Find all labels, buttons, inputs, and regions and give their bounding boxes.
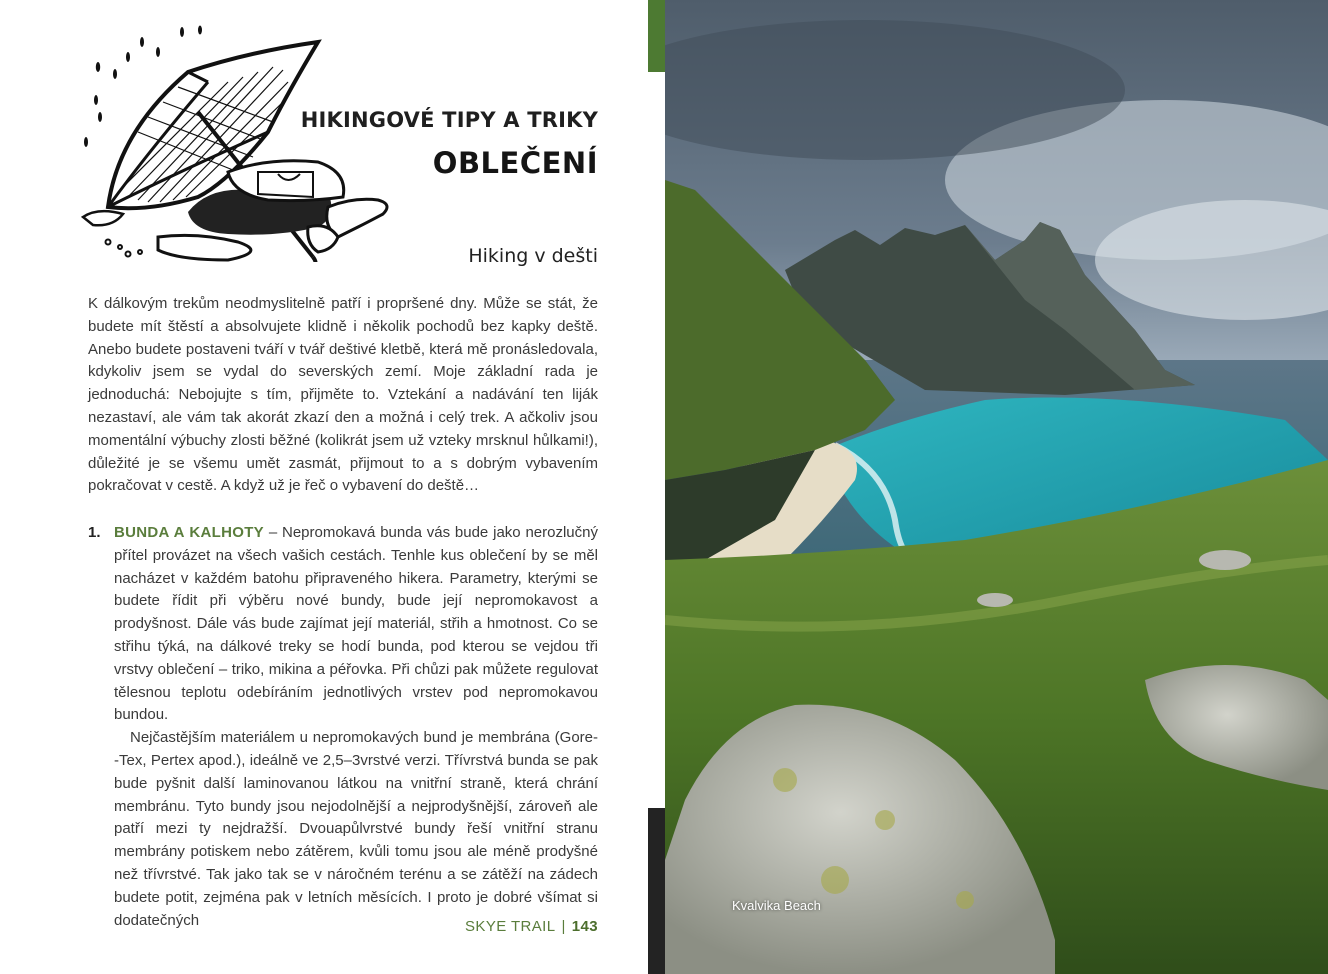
list-item-paragraph <box>114 522 598 727</box>
gutter-green-bar <box>648 0 665 72</box>
list-item <box>88 522 598 932</box>
gutter <box>648 0 665 974</box>
intro-paragraph: K dálkovým trekům neodmyslitelně patří i propršené dny. Může se stát, že budete mít štěstí a absolvujete klidně i několik pochodů bez kapky deště. Anebo budete postaveni tváří v tvář deštivé kletbě, která mě pronásledovala, kdykoliv jsem se vydal do severských zemí. Moje základní rada je jednoduchá: Nebojujte s tím, přijměte to. Vztekání a nadávání ten liják nezastaví, ale vám tak akorát zkazí den a možná i celý trek. A ačkoliv jsou momentální výbuchy zlosti běžné (kolikrát jsem už vzteky mrsknul hůlkami!), důležité je se všemu umět zasmát, přijmout to a s dobrým vybavením pokračovat v cestě. A když už je řeč o vybavení do deště… <box>88 295 598 495</box>
section-label: HIKINGOVÉ TIPY A TRIKY <box>300 108 598 132</box>
list-item-number: 1. <box>88 524 101 541</box>
umbrella-rain-gear-illustration <box>78 22 396 262</box>
left-page <box>0 0 648 974</box>
photo-caption: Kvalvika Beach <box>732 898 821 913</box>
list-item-heading: BUNDA A KALHOTY <box>114 524 264 541</box>
footer-separator: | <box>561 918 566 935</box>
gutter-dark-bar <box>648 808 665 974</box>
subheading: Hiking v dešti <box>468 245 598 267</box>
tips-list <box>88 522 598 932</box>
page-footer <box>465 918 598 935</box>
chapter-title: OBLEČENÍ <box>432 146 598 180</box>
page-number: 143 <box>571 918 598 935</box>
landscape-photo <box>665 0 1328 974</box>
footer-book-title: SKYE TRAIL <box>465 918 556 935</box>
list-item-paragraph-2: Nejčastějším materiálem u nepromokavých bund je membrána (Gore--Tex, Pertex apod.), ideálně ve 2,5–3vrstvé verzi. Třívrstvá bunda se pak bude pyšnit další laminovanou látkou na vnitřní straně, která chrání membránu. Tyto bundy jsou nejodolnější a nejprodyšnější, zároveň ale patří mezi ty nejdražší. Dvouapůlvrstvé bundy řeší vnitřní stranu membrány potiskem nebo zátěrem, kvůli tomu jsou ale méně prodyšné než třívrstvé. Tak jako tak se v náročném terénu a se zátěží na zádech budete potit, zejména pak v letních měsících. I proto je dobré všímat si dodatečných <box>114 729 598 929</box>
list-item-text: – Nepromokavá bunda vás bude jako nerozlučný přítel provázet na všech vašich cestách. Tenhle kus oblečení by se měl nacházet v každém batohu připraveného hikera. Parametry, kterými se budete řídit při výběru nové bundy, bude její nepromokavost a prodyšnost. Dále vás bude zajímat její materiál, střih a hmotnost. Co se střihu týká, na dálkové treky se hodí bunda, pod kterou se vejdou tři vrstvy oblečení – triko, mikina a péřovka. Při chůzi pak můžete regulovat tělesnou teplotu odebíráním jednotlivých vrstev pod nepromokavou bundou. <box>114 524 598 724</box>
landscape-photo-image <box>665 0 1328 974</box>
